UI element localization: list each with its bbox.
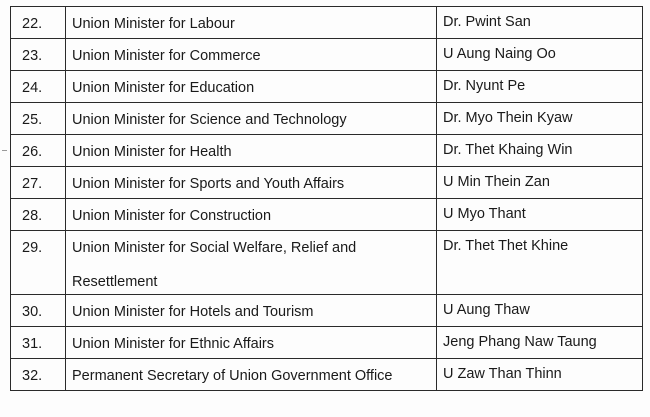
row-number: 22. [11,7,66,39]
office-title: Union Minister for Construction [66,199,437,231]
office-title: Union Minister for Labour [66,7,437,39]
table-row [11,7,643,39]
row-number: 28. [11,199,66,231]
row-number: 25. [11,103,66,135]
row-number: 32. [11,359,66,391]
table-row [11,39,643,71]
appointments-table-body [11,7,643,391]
office-title: Union Minister for Education [66,71,437,103]
office-title: Union Minister for Commerce [66,39,437,71]
row-number: 24. [11,71,66,103]
office-title-line1: Union Minister for Social Welfare, Relief and [72,240,357,256]
row-number: 31. [11,327,66,359]
table-row [11,167,643,199]
table-row [11,231,643,295]
table-row [11,71,643,103]
office-title-line2: Resettlement [72,273,158,290]
row-number: 23. [11,39,66,71]
table-row [11,327,643,359]
office-holder: U Zaw Than Thinn [437,359,643,391]
table-row [11,295,643,327]
office-title: Union Minister for Science and Technology [66,103,437,135]
row-number: 29. [11,231,66,295]
office-title: Permanent Secretary of Union Government Office [66,359,437,391]
office-title [66,231,437,295]
office-holder: Jeng Phang Naw Taung [437,327,643,359]
office-title: Union Minister for Health [66,135,437,167]
table-row [11,199,643,231]
office-holder: Dr. Myo Thein Kyaw [437,103,643,135]
office-title: Union Minister for Ethnic Affairs [66,327,437,359]
row-number: 26. [11,135,66,167]
office-holder: U Min Thein Zan [437,167,643,199]
appointments-table [10,6,643,391]
office-holder: U Aung Naing Oo [437,39,643,71]
office-holder: Dr. Thet Khaing Win [437,135,643,167]
office-holder: Dr. Pwint San [437,7,643,39]
table-row [11,135,643,167]
office-title: Union Minister for Sports and Youth Affairs [66,167,437,199]
row-number: 30. [11,295,66,327]
office-title: Union Minister for Hotels and Tourism [66,295,437,327]
office-holder: U Aung Thaw [437,295,643,327]
office-holder: U Myo Thant [437,199,643,231]
table-row [11,103,643,135]
office-holder: Dr. Thet Thet Khine [437,231,643,295]
office-holder: Dr. Nyunt Pe [437,71,643,103]
scan-mark [2,150,7,151]
table-row [11,359,643,391]
row-number: 27. [11,167,66,199]
